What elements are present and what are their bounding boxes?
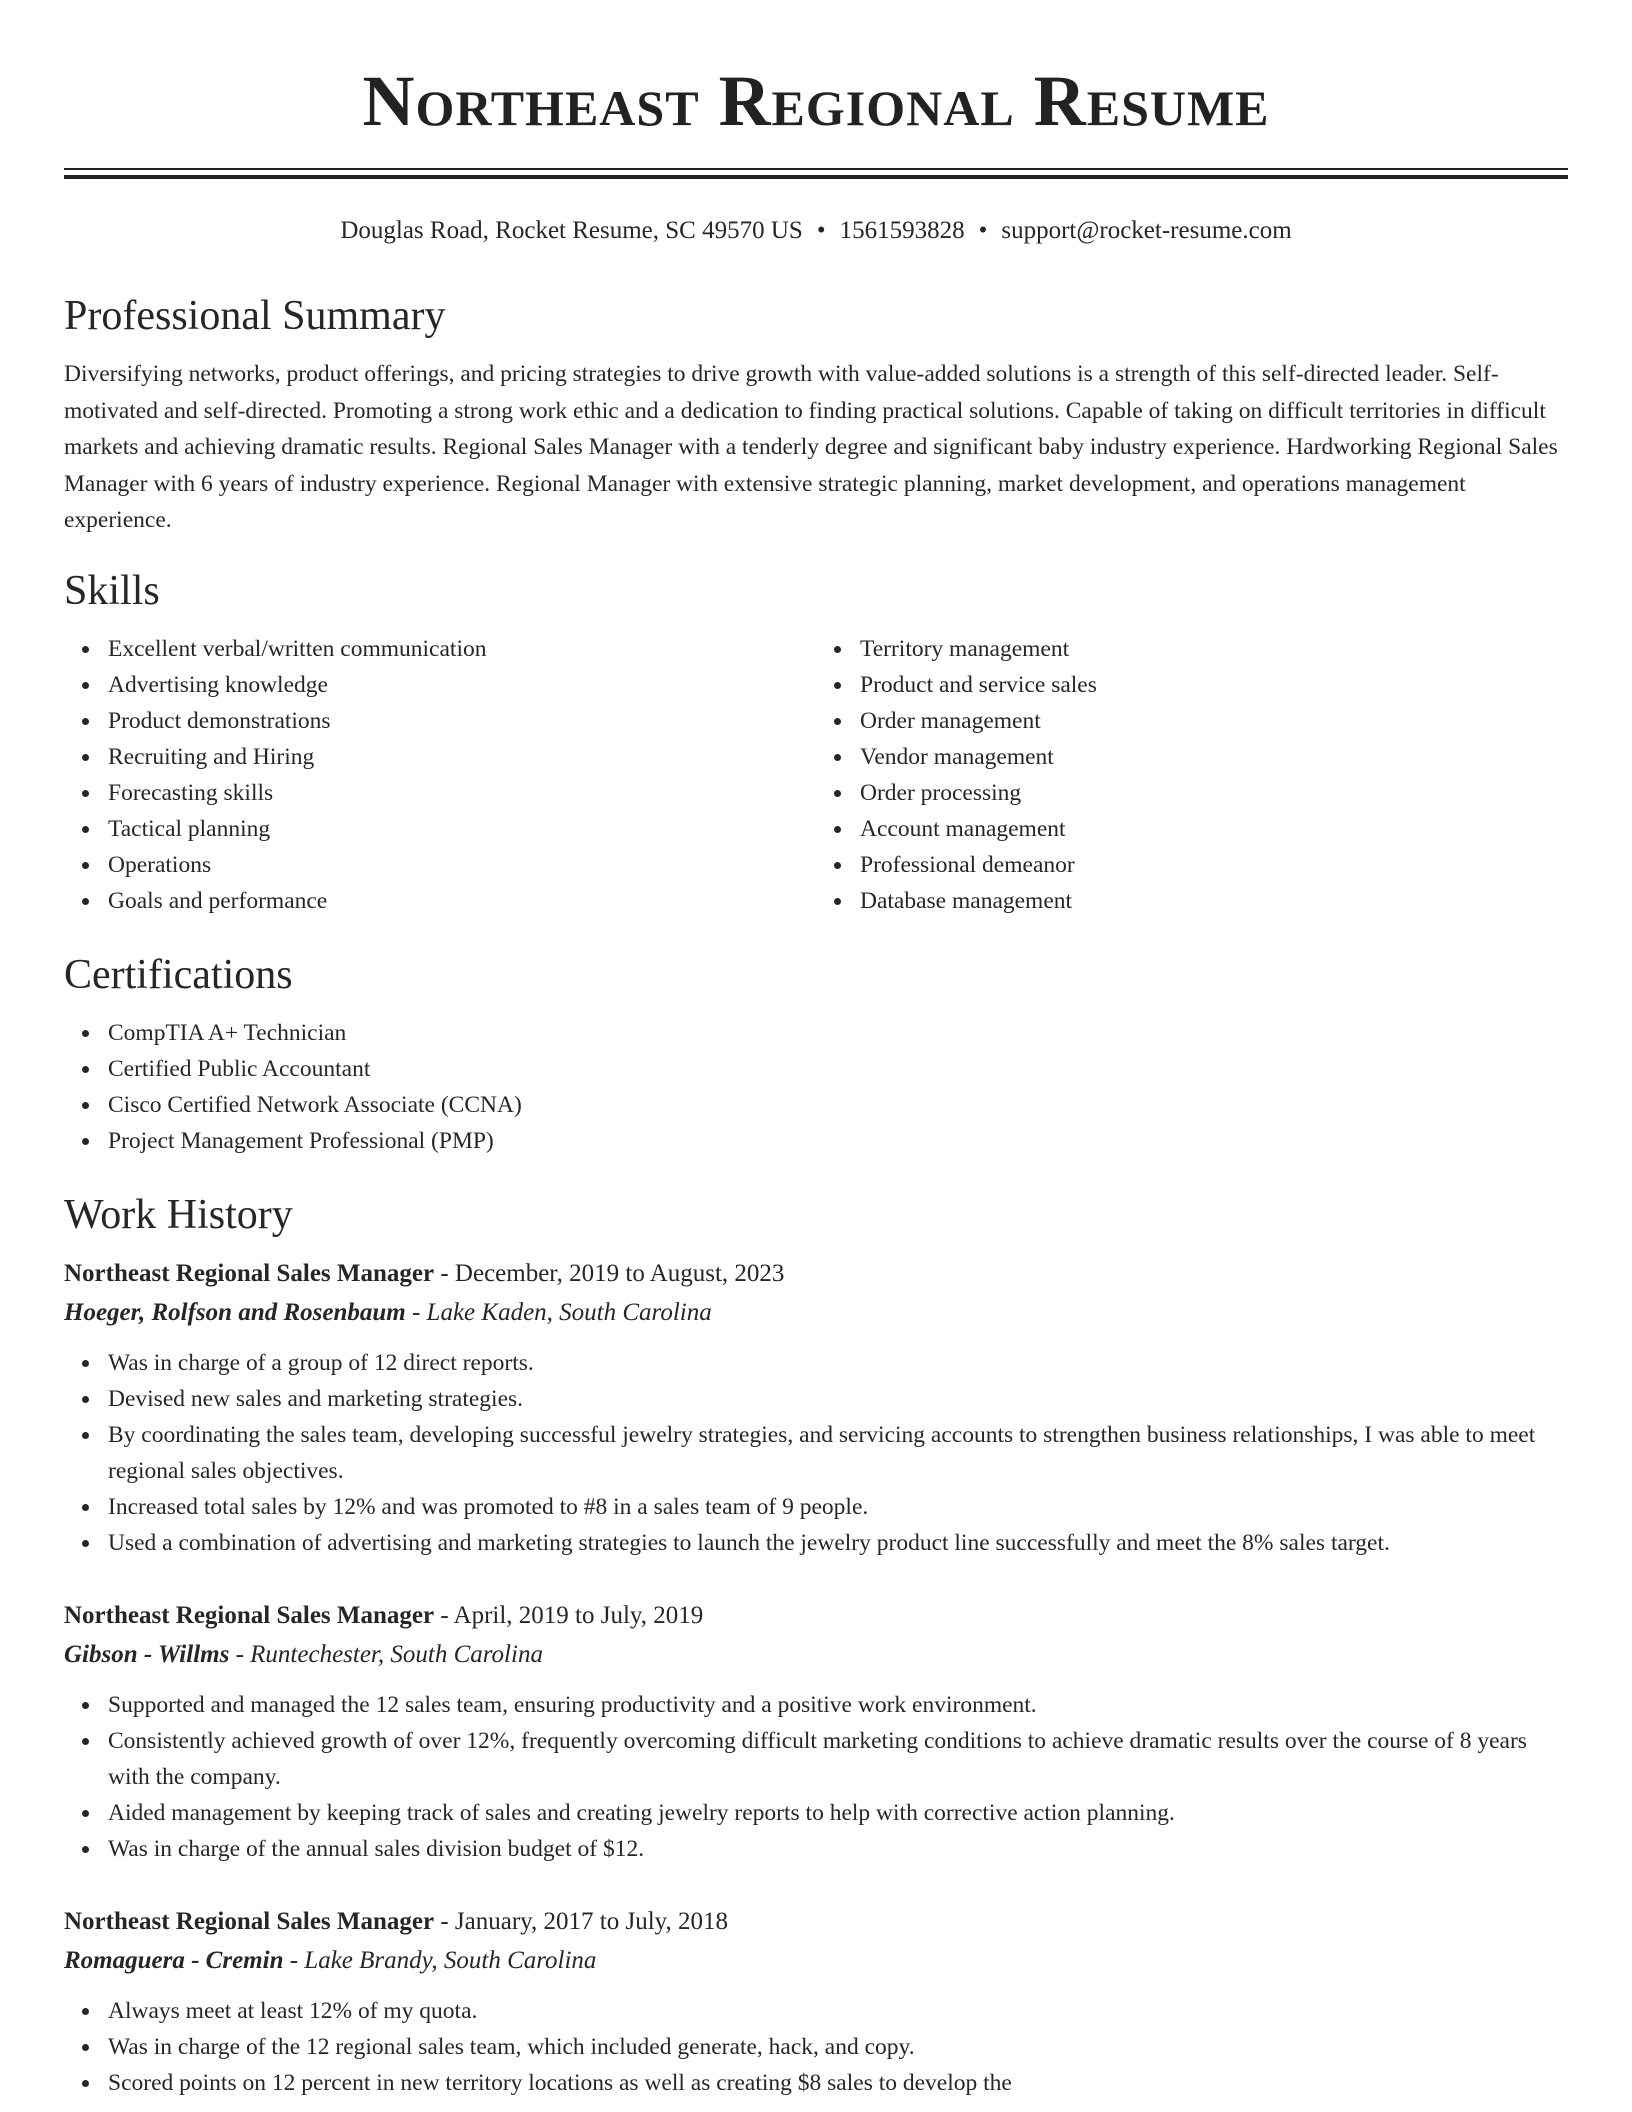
skill-item: Account management — [860, 811, 1568, 847]
job-bullets — [64, 1345, 1568, 1561]
job-entry — [64, 1903, 1568, 2101]
skill-item: Database management — [860, 883, 1568, 919]
job-bullet: Supported and managed the 12 sales team, ensuring productivity and a positive work environment. — [108, 1687, 1568, 1723]
job-title: Northeast Regional Sales Manager — [64, 1601, 435, 1629]
job-title: Northeast Regional Sales Manager — [64, 1259, 435, 1287]
work-history-heading: Work History — [64, 1191, 293, 1238]
job-bullet: By coordinating the sales team, developing successful jewelry strategies, and servicing accounts to strengthen business relationships, I was able to meet regional sales objectives. — [108, 1417, 1568, 1489]
skill-item: Territory management — [860, 631, 1568, 667]
job-dates: - December, 2019 to August, 2023 — [434, 1259, 785, 1287]
contact-separator: • — [816, 217, 826, 244]
job-bullet: Increased total sales by 12% and was promoted to #8 in a sales team of 9 people. — [108, 1489, 1568, 1525]
job-company: Hoeger, Rolfson and Rosenbaum — [64, 1298, 406, 1326]
job-company-line — [64, 1635, 1568, 1675]
job-company: Romaguera - Cremin — [64, 1946, 284, 1974]
job-company-line — [64, 1941, 1568, 1981]
skill-item: Order management — [860, 703, 1568, 739]
certifications-heading: Certifications — [64, 951, 293, 998]
skill-item: Professional demeanor — [860, 847, 1568, 883]
skill-item: Forecasting skills — [108, 775, 816, 811]
job-title-line — [64, 1255, 1568, 1293]
job-bullet: Used a combination of advertising and marketing strategies to launch the jewelry product line successfully and meet the 8% sales target. — [108, 1525, 1568, 1561]
header-divider-thin — [64, 168, 1568, 170]
certifications-list — [64, 1015, 1568, 1159]
job-dates: - January, 2017 to July, 2018 — [434, 1907, 729, 1935]
job-title: Northeast Regional Sales Manager — [64, 1907, 435, 1935]
summary-heading: Professional Summary — [64, 293, 446, 339]
certification-item: Cisco Certified Network Associate (CCNA) — [108, 1087, 1568, 1123]
resume-header — [64, 56, 1568, 146]
skill-item: Product demonstrations — [108, 703, 816, 739]
resume-content — [64, 288, 1568, 2112]
job-location: - Lake Brandy, South Carolina — [283, 1946, 597, 1974]
skills-columns — [64, 631, 1568, 919]
job-bullets — [64, 1687, 1568, 1867]
skills-list-right — [816, 631, 1568, 919]
skill-item: Excellent verbal/written communication — [108, 631, 816, 667]
certification-item: Certified Public Accountant — [108, 1051, 1568, 1087]
contact-phone: 1561593828 — [839, 217, 965, 244]
job-bullet: Consistently achieved growth of over 12%, frequently overcoming difficult marketing conditions to achieve dramatic results over the course of 8 years with the company. — [108, 1723, 1568, 1795]
job-bullet: Aided management by keeping track of sales and creating jewelry reports to help with corrective action planning. — [108, 1795, 1568, 1831]
skill-item: Product and service sales — [860, 667, 1568, 703]
skill-item: Tactical planning — [108, 811, 816, 847]
skill-item: Recruiting and Hiring — [108, 739, 816, 775]
certification-item: Project Management Professional (PMP) — [108, 1123, 1568, 1159]
job-location: - Runtechester, South Carolina — [229, 1640, 543, 1668]
job-location: - Lake Kaden, South Carolina — [405, 1298, 712, 1326]
skill-item: Operations — [108, 847, 816, 883]
job-bullet: Always meet at least 12% of my quota. — [108, 1993, 1568, 2029]
certification-item: CompTIA A+ Technician — [108, 1015, 1568, 1051]
summary-text: Diversifying networks, product offerings, and pricing strategies to drive growth with value-added solutions is a strength of this self-directed leader. Self-motivated and self-directed. Promoting a strong work ethic and a dedication to finding practical solutions. Capable of taking on difficult territories in difficult markets and achieving dramatic results. Regional Sales Manager with a tenderly degree and significant baby industry experience. Hardworking Regional Sales Manager with 6 years of industry experience. Regional Manager with extensive strategic planning, market development, and operations management experience. — [64, 361, 1558, 533]
header-divider-thick — [64, 175, 1568, 179]
job-entry — [64, 1255, 1568, 1561]
skill-item: Goals and performance — [108, 883, 816, 919]
job-bullet: Scored points on 12 percent in new territory locations as well as creating $8 sales to develop the — [108, 2065, 1568, 2101]
skills-list-left — [64, 631, 816, 919]
job-bullet: Devised new sales and marketing strategies. — [108, 1381, 1568, 1417]
skill-item: Order processing — [860, 775, 1568, 811]
job-bullet: Was in charge of the 12 regional sales team, which included generate, hack, and copy. — [108, 2029, 1568, 2065]
job-title-line — [64, 1597, 1568, 1635]
contact-separator: • — [978, 217, 988, 244]
skill-item: Advertising knowledge — [108, 667, 816, 703]
contact-address: Douglas Road, Rocket Resume, SC 49570 US — [340, 217, 803, 244]
job-dates: - April, 2019 to July, 2019 — [434, 1601, 704, 1629]
job-bullet: Was in charge of a group of 12 direct reports. — [108, 1345, 1568, 1381]
skill-item: Vendor management — [860, 739, 1568, 775]
job-entry — [64, 1597, 1568, 1867]
contact-line — [64, 214, 1568, 248]
job-bullets — [64, 1993, 1568, 2101]
job-company: Gibson - Willms — [64, 1640, 230, 1668]
job-title-line — [64, 1903, 1568, 1941]
contact-email: support@rocket-resume.com — [1001, 217, 1292, 244]
resume-name: Northeast Regional Resume — [362, 61, 1270, 141]
skills-heading: Skills — [64, 567, 160, 614]
job-bullet: Was in charge of the annual sales division budget of $12. — [108, 1831, 1568, 1867]
job-company-line — [64, 1293, 1568, 1333]
